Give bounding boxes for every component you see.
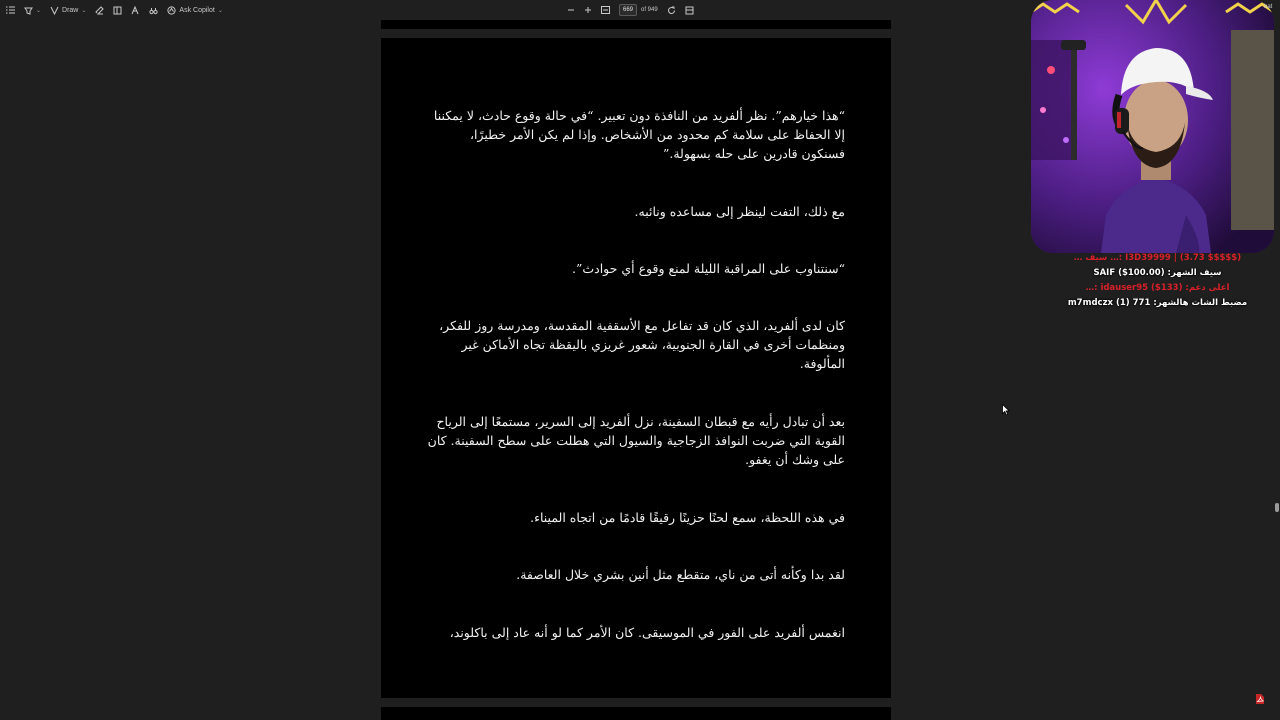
- toolbar-left-group: [6, 0, 232, 20]
- highlight-button[interactable]: [24, 6, 41, 15]
- copilot-icon: [167, 6, 176, 15]
- ask-copilot-label: Ask Copilot: [179, 6, 215, 14]
- clipped-overlay-text: bat: [1264, 4, 1273, 10]
- immersive-reader-button[interactable]: [149, 6, 158, 15]
- chevron-down-icon: ⌄: [217, 7, 223, 14]
- panel-icon: [113, 6, 122, 15]
- paragraph: في هذه اللحظة، سمع لحنًا حزينًا رقيقًا قادمًا من اتجاه الميناء.: [530, 510, 845, 525]
- webcam-overlay: [1031, 0, 1274, 253]
- eraser-icon: [95, 6, 104, 15]
- list-icon: [6, 6, 15, 14]
- ask-copilot-button[interactable]: [167, 6, 222, 15]
- page-view-button[interactable]: [685, 6, 694, 15]
- chat-line: أعلى دعم: idauser95 ($133) :…: [1085, 283, 1230, 293]
- stream-chat-overlay: [1065, 253, 1250, 313]
- page-number-input[interactable]: 669: [619, 4, 637, 16]
- paragraph: “سنتناوب على المراقبة الليلة لمنع وقوع أي حوادث”.: [572, 261, 845, 276]
- chat-line: مضبط الشات هالشهر: m7mdczx (1) 771: [1067, 298, 1248, 308]
- read-aloud-icon: [131, 6, 140, 15]
- chevron-down-icon: ⌄: [36, 7, 42, 14]
- draw-label: Draw: [62, 6, 79, 14]
- paragraph: لقد بدا وكأنه أتى من ناي، متقطع مثل أنين بشري خلال العاصفة.: [516, 567, 845, 582]
- contents-button[interactable]: [6, 6, 15, 14]
- minus-icon: [567, 6, 575, 14]
- pdf-page: [381, 38, 891, 698]
- chevron-down-icon: ⌄: [81, 7, 87, 14]
- next-page: [381, 707, 891, 720]
- chat-line: I3D39999 | (3.73 $$$$$) :… سيف …: [1073, 253, 1242, 263]
- draw-icon: [50, 6, 59, 15]
- fit-page-icon: [601, 6, 610, 14]
- read-aloud-button[interactable]: [131, 6, 140, 15]
- mouse-cursor-icon: [1002, 404, 1010, 416]
- page-total: of 949: [641, 7, 658, 13]
- vertical-scrollbar[interactable]: [1274, 20, 1280, 720]
- rotate-icon: [667, 6, 676, 15]
- paragraph: كان لدى ألفريد، الذي كان قد تفاعل مع الأسقفية المقدسة، ومدرسة روز للفكر، ومنظمات أخرى في القارة الجنوبية، شعور غريزي باليقظة تجاه الأماكن غير المألوفة.: [439, 318, 845, 371]
- page-view-icon: [685, 6, 694, 15]
- streamer-webcam-image: [1031, 0, 1274, 253]
- paragraph: انغمس ألفريد على الفور في الموسيقى. كان الأمر كما لو أنه عاد إلى باكلوند،: [449, 625, 845, 640]
- fit-page-button[interactable]: [601, 6, 610, 14]
- zoom-in-button[interactable]: [584, 6, 592, 14]
- paragraph: بعد أن تبادل رأيه مع قبطان السفينة، نزل ألفريد إلى السرير، مستمعًا إلى الرياح القوية التي ضربت النوافذ الزجاجية والسيول التي هطلت على سطح السفينة. كان على وشك أن يغفو.: [427, 414, 845, 467]
- highlighter-icon: [24, 6, 33, 15]
- paragraph: “هذا خيارهم”. نظر ألفريد من النافذة دون تعبير. “في حالة وقوع حادث، لا يمكننا إلا الحفاظ على سلامة كم محدود من الأشخاص. وإذا لم يكن الأمر خطيرًا، فسنكون قادرين على حله بسهولة.”: [433, 108, 845, 161]
- scrollbar-thumb[interactable]: [1275, 503, 1279, 512]
- previous-page: [381, 20, 891, 29]
- pdf-app-icon: [1254, 693, 1266, 705]
- chat-line: سيف الشهر: SAIF ($100.00): [1093, 268, 1222, 278]
- zoom-out-button[interactable]: [567, 6, 575, 14]
- plus-icon: [584, 6, 592, 14]
- view-button[interactable]: [113, 6, 122, 15]
- toolbar-center-group: [567, 0, 703, 20]
- erase-button[interactable]: [95, 6, 104, 15]
- rotate-button[interactable]: [667, 6, 676, 15]
- paragraph: مع ذلك، التفت لينظر إلى مساعده ونائبه.: [634, 204, 845, 219]
- draw-button[interactable]: [50, 6, 86, 15]
- immersive-reader-icon: [149, 6, 158, 15]
